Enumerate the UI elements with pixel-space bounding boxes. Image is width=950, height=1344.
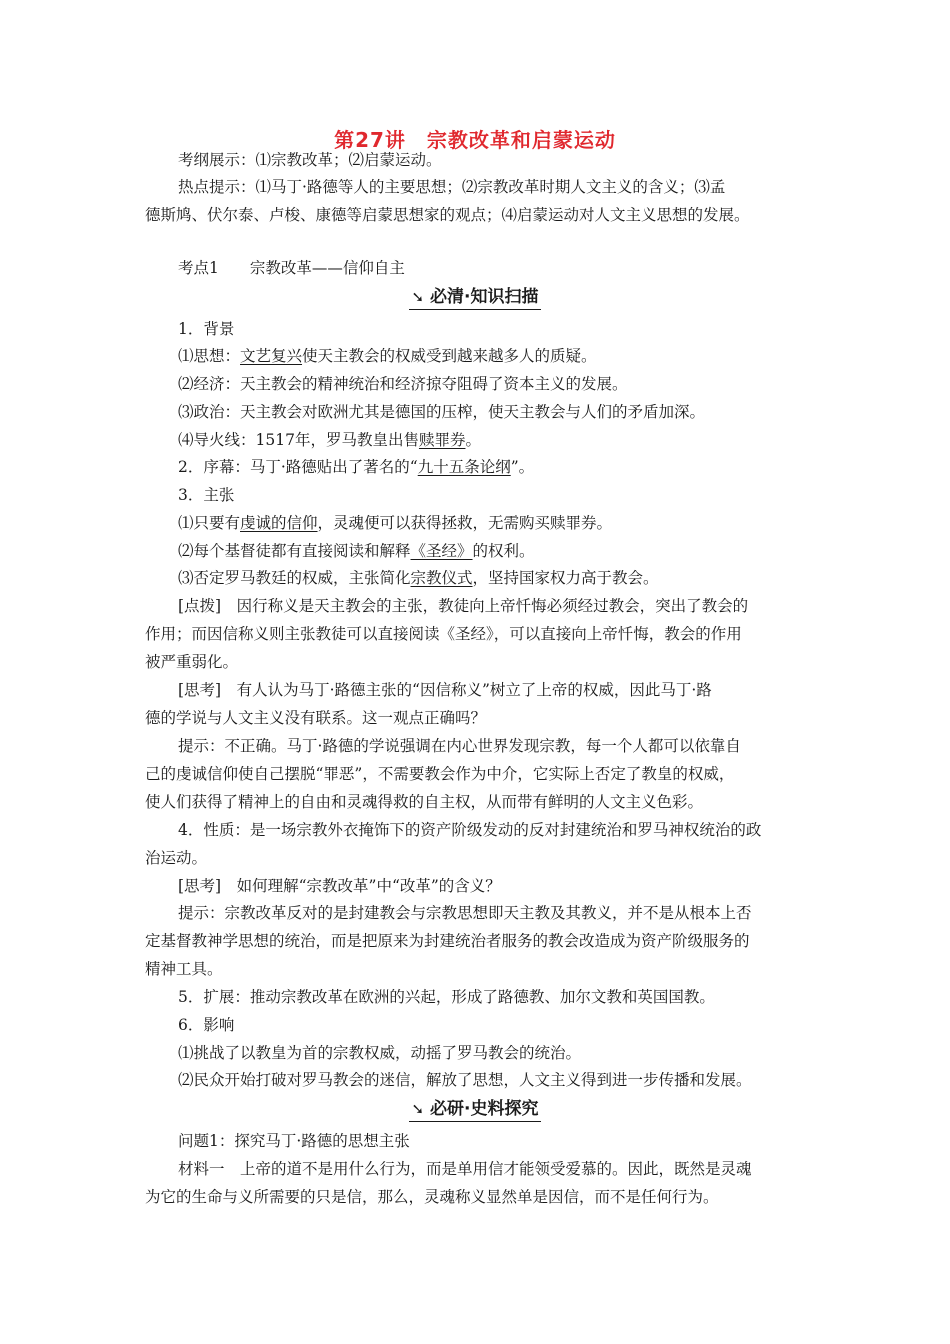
tip-line-3: 被严重弱化。 — [145, 653, 239, 671]
impact-heading: 6．影响 — [178, 1016, 235, 1034]
answer-1-line-1: 提示：不正确。马丁·路德的学说强调在内心世界发现宗教，每一个人都可以依靠自 — [178, 737, 741, 755]
impact-item-2: ⑵民众开始打破对罗马教会的迷信，解放了思想，人文主义得到进一步传播和发展。 — [178, 1071, 752, 1089]
nature-line-1: 4．性质：是一场宗教外衣掩饰下的资产阶级发动的反对封建统治和罗马神权统治的政 — [178, 821, 762, 839]
answer-2-line-3: 精神工具。 — [145, 960, 223, 978]
tip-line-1: [点拨] 因行称义是天主教会的主张，教徒向上帝忏悔必须经过教会，突出了教会的 — [178, 597, 749, 615]
material-1-line-1: 材料一 上帝的道不是用什么行为，而是单用信才能领受爱慕的。因此，既然是灵魂 — [178, 1160, 752, 1178]
claim-item-2: ⑵每个基督徒都有直接阅读和解释《圣经》的权利。 — [178, 542, 535, 560]
think-2: [思考] 如何理解“宗教改革”中“改革”的含义？ — [178, 877, 501, 895]
arrow-icon: ➘ — [411, 1100, 425, 1118]
background-item-1: ⑴思想：文艺复兴使天主教会的权威受到越来越多人的质疑。 — [178, 347, 597, 365]
tip-line-2: 作用；而因信称义则主张教徒可以直接阅读《圣经》，可以直接向上帝忏悔，教会的作用 — [145, 625, 742, 643]
arrow-icon: ➘ — [411, 288, 425, 306]
section-label: 必研·史料探究 — [430, 1099, 539, 1119]
question-1: 问题1：探究马丁·路德的思想主张 — [178, 1132, 410, 1150]
background-heading: 1．背景 — [178, 320, 235, 338]
section-heading-research — [0, 1098, 950, 1122]
claims-heading: 3．主张 — [178, 486, 235, 504]
section-label: 必清·知识扫描 — [430, 287, 539, 307]
lesson-title: 第27讲 宗教改革和启蒙运动 — [334, 128, 616, 152]
section-heading-knowledge — [0, 286, 950, 310]
background-item-3: ⑶政治：天主教会对欧洲尤其是德国的压榨，使天主教会与人们的矛盾加深。 — [178, 403, 706, 421]
answer-1-line-3: 使人们获得了精神上的自由和灵魂得救的自主权，从而带有鲜明的人文主义色彩。 — [145, 793, 704, 811]
nature-line-2: 治运动。 — [145, 849, 208, 867]
claim-item-3: ⑶否定罗马教廷的权威，主张简化宗教仪式，坚持国家权力高于教会。 — [178, 569, 659, 587]
outline-text: 考纲展示：⑴宗教改革；⑵启蒙运动。 — [178, 151, 442, 169]
hotspot-line-1: 热点提示：⑴马丁·路德等人的主要思想；⑵宗教改革时期人文主义的含义；⑶孟 — [178, 178, 726, 196]
answer-1-line-2: 己的虔诚信仰使自己摆脱“罪恶”，不需要教会作为中介，它实际上否定了教皇的权威， — [145, 765, 735, 783]
prelude-text: 2．序幕：马丁·路德贴出了著名的“九十五条论纲”。 — [178, 458, 535, 476]
think-1-line-2: 德的学说与人文主义没有联系。这一观点正确吗？ — [145, 709, 487, 727]
material-1-line-2: 为它的生命与义所需要的只是信，那么，灵魂称义显然单是因信，而不是任何行为。 — [145, 1188, 719, 1206]
think-1-line-1: [思考] 有人认为马丁·路德主张的“因信称义”树立了上帝的权威，因此马丁·路 — [178, 681, 712, 699]
background-item-2: ⑵经济：天主教会的精神统治和经济掠夺阻碍了资本主义的发展。 — [178, 375, 628, 393]
exam-point-heading: 考点1 宗教改革——信仰自主 — [178, 259, 405, 277]
background-item-4: ⑷导火线：1517年，罗马教皇出售赎罪券。 — [178, 431, 481, 449]
impact-item-1: ⑴挑战了以教皇为首的宗教权威，动摇了罗马教会的统治。 — [178, 1044, 582, 1062]
hotspot-line-2: 德斯鸠、伏尔泰、卢梭、康德等启蒙思想家的观点；⑷启蒙运动对人文主义思想的发展。 — [145, 206, 750, 224]
claim-item-1: ⑴只要有虔诚的信仰，灵魂便可以获得拯救，无需购买赎罪券。 — [178, 514, 613, 532]
expand-text: 5．扩展：推动宗教改革在欧洲的兴起，形成了路德教、加尔文教和英国国教。 — [178, 988, 715, 1006]
answer-2-line-2: 定基督教神学思想的统治，而是把原来为封建统治者服务的教会改造成为资产阶级服务的 — [145, 932, 750, 950]
answer-2-line-1: 提示：宗教改革反对的是封建教会与宗教思想即天主教及其教义，并不是从根本上否 — [178, 904, 752, 922]
